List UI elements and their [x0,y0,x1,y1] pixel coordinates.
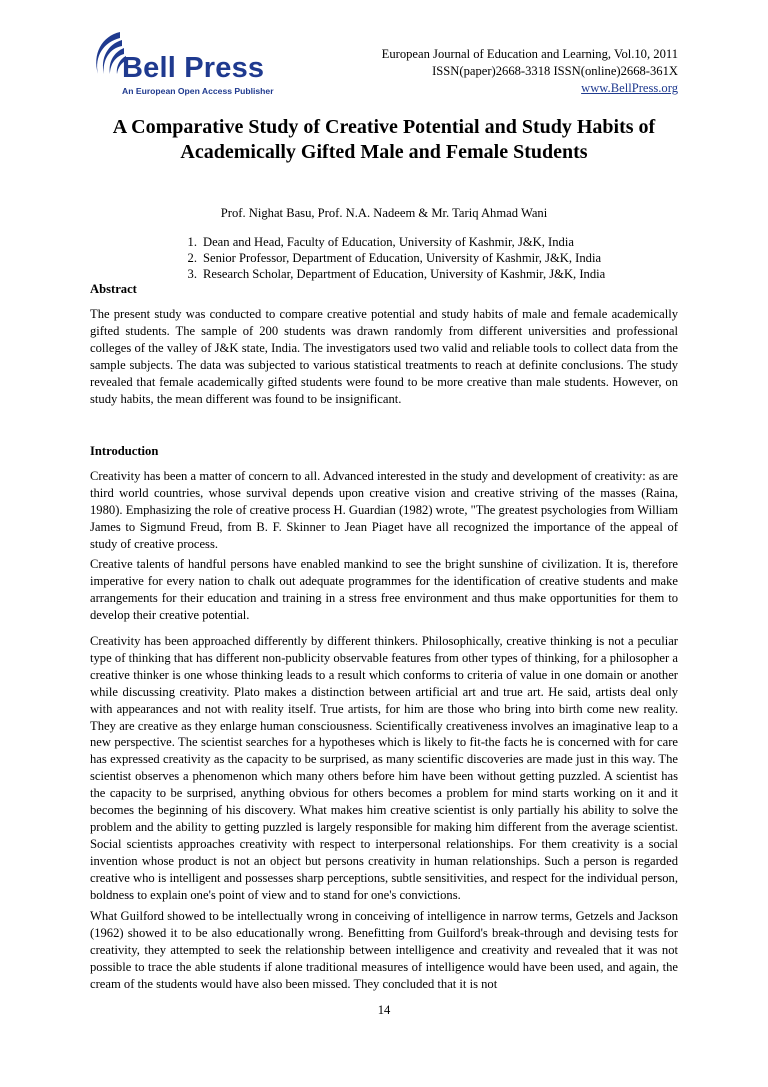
affiliation-number: 2. [187,251,197,265]
affiliation-text: Senior Professor, Department of Education, University of Kashmir, J&K, India [203,251,602,265]
affiliation-number: 1. [187,235,197,249]
logo-name: Bell Press [122,52,265,84]
title-line-1: A Comparative Study of Creative Potential and Study Habits of [112,116,656,138]
paper-title [60,115,708,165]
page-number: 14 [377,1003,391,1017]
affiliation-text: Research Scholar, Department of Education, University of Kashmir, J&K, India [203,267,606,281]
affiliation-item [175,266,605,282]
intro-paragraph-4: What Guilford showed to be intellectually wrong in conceiving of intelligence in narrow terms, Getzels and Jackson (1962) showed it to be also educationally wrong. Benefitting from Guilford's break-through and devising tests for creativity, they attempted to seek the relationship between intelligence and creativity and revealed that it was not possible to trace the able students if alone traditional measures of intelligence would have been used, and again, the cream of the students would have also been missed. They concluded that it is not [90,909,678,991]
publisher-logo [90,26,280,98]
intro-paragraph-2: Creative talents of handful persons have enabled mankind to see the bright sunshine of civilization. It is, therefore imperative for every nation to chalk out adequate programmes for the identification of creative students and make arrangements for their education and training in a stress free environment and thus make opportunities for them to develop their creative potential. [90,557,678,622]
journal-line: European Journal of Education and Learning, Vol.10, 2011 [381,47,678,61]
abstract-text: The present study was conducted to compare creative potential and study habits of male and female academically gifted students. The sample of 200 students was drawn randomly from different universities and professional colleges of the valley of J&K state, India. The investigators used two valid and reliable tools to collect data from the sample subjects. The data was subjected to various statistical treatments to reach at definite conclusions. The study revealed that female academically gifted students were found to be more creative than male students. However, on study habits, the mean different was found to be insignificant. [90,307,678,406]
title-line-2: Academically Gifted Male and Female Students [180,141,588,163]
abstract-heading: Abstract [90,282,137,296]
issn-line: ISSN(paper)2668-3318 ISSN(online)2668-361X [432,64,678,78]
affiliation-item [175,234,605,250]
website-link[interactable]: www.BellPress.org [581,81,678,95]
affiliation-item [175,250,605,266]
logo-tagline: An European Open Access Publisher [122,86,274,96]
affiliation-text: Dean and Head, Faculty of Education, University of Kashmir, J&K, India [203,235,574,249]
affiliations-list [175,234,605,282]
authors-line: Prof. Nighat Basu, Prof. N.A. Nadeem & Mr. Tariq Ahmad Wani [220,206,548,220]
intro-paragraph-1: Creativity has been a matter of concern to all. Advanced interested in the study and development of creativity: as are third world countries, whose survival depends upon creative vision and creative striving of the masses (Raina, 1980). Emphasizing the role of creative process H. Guardian (1982) wrote, "The greatest psychologies from William James to Sigmund Freud, from B. F. Skinner to Jean Piaget have all recognized the importance of the appeal of study of creative process. [90,469,678,551]
affiliation-number: 3. [187,267,197,281]
intro-paragraph-3: Creativity has been approached differently by different thinkers. Philosophically, creative thinking is not a peculiar type of thinking that has different non-publicity observable features from other types of thinking, for a philosopher a creative thinker is one whose thinking leads to a result which conforms to criteria of value in one domain or another while discussing creativity. Plato makes a distinction between artificial art and true art. He said, artists deal only with appearances and not with reality itself. True artists, for him are those who bring into birth come new reality. They are creative as they enlarge human consciousness. Scientifically creativeness involves an imaginative leap to a new perspective. The scientist searches for a hypotheses which is likely to fit-the facts he is concerned with for care has expressed creativity as the capacity to be surprised, as many scientific discoveries are made just in this way. The scientist observes a phenomenon which many others before him have been without getting puzzled. A scientist has the capacity to be surprised, anything obvious for others becomes a problem for mind starts working on it and it becomes the beginning of his discovery. What makes him creative scientist is only partially his ability to solve the problem and the ability to getting puzzled is largely responsible for making him different from the average scientist. Social scientists approaches creativity with respect to interpersonal relationships. For them creativity is a social invention whose product is not an object but persons creativity in human relationships. Such a person is regarded creative who is intelligent and possesses sharp perceptions, subtle sensitivities, and respect for the individual person, boldness to explain one's point of view and to stand for one's convictions. [90,634,678,902]
introduction-heading: Introduction [90,444,159,458]
journal-info [382,46,678,97]
